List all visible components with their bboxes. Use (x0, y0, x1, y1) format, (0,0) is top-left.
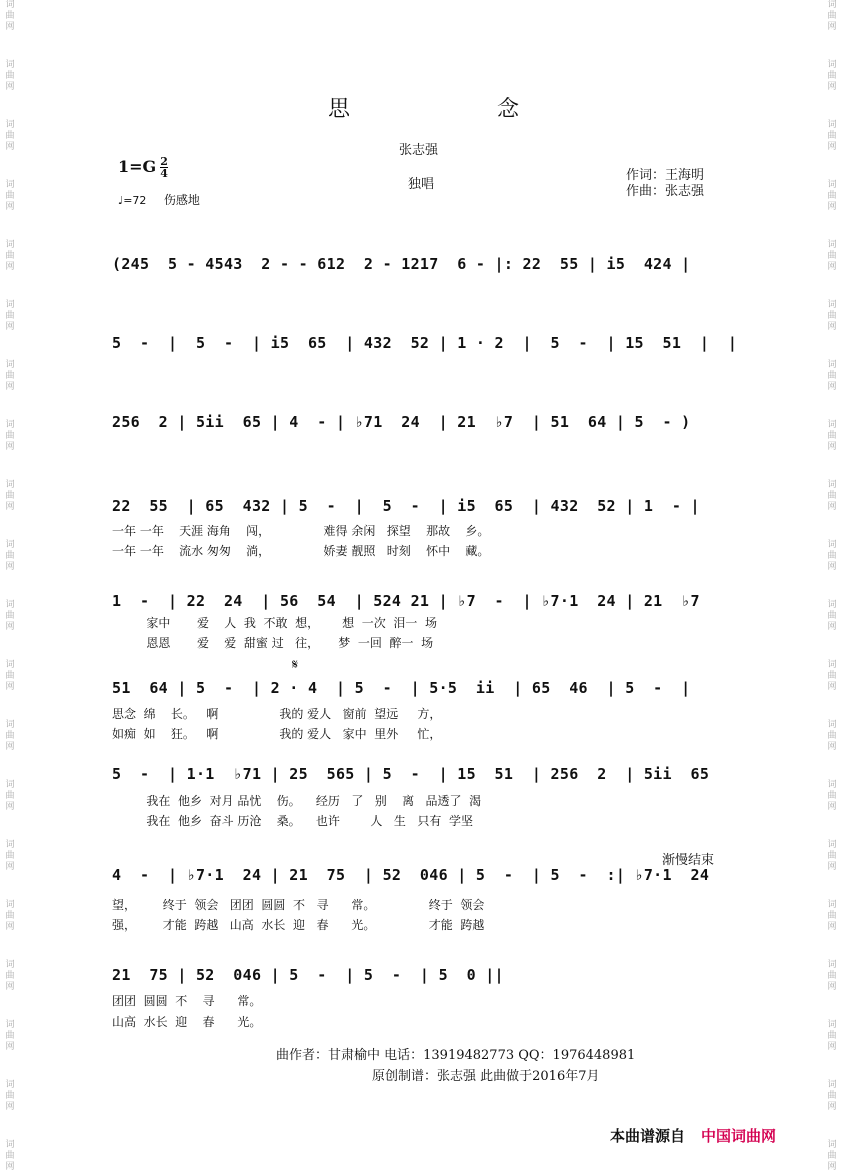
watermark-text: 词 曲 网 (5, 660, 15, 692)
source-brand[interactable]: 中国词曲网 (701, 1127, 777, 1145)
composer: 作曲：张志强 (626, 184, 705, 199)
lyric-row-4a: 我在 他乡 对月 品忧 伤。 经历 了 别 离 品透了 渴 (112, 794, 482, 808)
watermark-text: 词 曲 网 (5, 540, 15, 572)
watermark-text: 词 曲 网 (827, 240, 837, 272)
watermark-text: 词 曲 网 (5, 480, 15, 512)
watermark-text: 词 曲 网 (827, 720, 837, 752)
lyric-row-1b: 一年 一年 流水 匆匆 淌， 娇妻 靓照 时刻 怀中 藏。 (112, 544, 490, 558)
watermark-text: 词 曲 网 (827, 1080, 837, 1112)
score-row-3: 256 2 | 5ii 65 | 4 - | ♭71 24 | 21 ♭7 | 51 64 | 5 - ) (112, 413, 691, 431)
title-char-1: 思 (328, 97, 351, 122)
lyric-row-4b: 我在 他乡 奋斗 历沧 桑。 也许 人 生 只有 学坚 (112, 814, 473, 828)
lyric-row-5b: 强， 才能 跨越 山高 水长 迎 春 光。 才能 跨越 (112, 918, 485, 932)
time-signature (160, 156, 168, 179)
lyric-row-6a: 团团 圆圆 不 寻 常。 (112, 994, 262, 1008)
lyric-row-6b: 山高 水长 迎 春 光。 (112, 1015, 262, 1029)
song-title (0, 92, 842, 122)
watermark-text: 词 曲 网 (5, 780, 15, 812)
key-signature (118, 156, 168, 179)
score-row-8: 4 - | ♭7·1 24 | 21 75 | 52 046 | 5 - | 5 - :| ♭7·1 24 (112, 866, 710, 884)
watermark-text: 词 曲 网 (5, 180, 15, 212)
lyric-row-1a: 一年 一年 天涯 海角 闯， 难得 余闲 探望 那故 乡。 (112, 524, 490, 538)
watermark-text: 词 曲 网 (5, 420, 15, 452)
credit-line-2: 原创制谱：张志强 此曲做于2016年7月 (372, 1069, 600, 1084)
mood-text: 伤感地 (163, 193, 200, 207)
performance-type: 独唱 (408, 177, 435, 192)
watermark-text: 词 曲 网 (827, 900, 837, 932)
lyric-row-3a: 思念 绵 长。 啊 我的 爱人 窗前 望远 方， (112, 707, 442, 721)
score-row-4: 22 55 | 65 432 | 5 - | 5 - | i5 65 | 432 52 | 1 - | (112, 497, 700, 515)
key-text: 1=G (118, 157, 157, 176)
watermark-text: 词 曲 网 (5, 720, 15, 752)
watermark-left (3, 0, 17, 1171)
score-row-6: 51 64 | 5 - | 2 · 4 | 5 - | 5·5 ii | 65 46 | 5 - | (112, 679, 691, 697)
watermark-text: 词 曲 网 (827, 0, 837, 32)
watermark-text: 词 曲 网 (5, 240, 15, 272)
watermark-text: 词 曲 网 (827, 360, 837, 392)
score-row-5: 1 - | 22 24 | 56 54 | 524 21 | ♭7 - | ♭7·1 24 | 21 ♭7 (112, 592, 700, 610)
watermark-text: 词 曲 网 (827, 960, 837, 992)
source-footer (610, 1125, 776, 1146)
tempo-text: ♩=72 (118, 194, 147, 207)
lyric-row-5a: 望， 终于 领会 团团 圆圆 不 寻 常。 终于 领会 (112, 898, 485, 912)
lyric-row-3b: 如痴 如 狂。 啊 我的 爱人 家中 里外 忙， (112, 727, 442, 741)
fine-label: 渐慢结束 (662, 853, 715, 868)
lyric-row-2a: 家中 爱 人 我 不敢 想， 想 一次 泪一 场 (112, 616, 437, 630)
watermark-text: 词 曲 网 (827, 840, 837, 872)
lyricist: 作词：王海明 (626, 168, 705, 183)
watermark-text: 词 曲 网 (827, 1140, 837, 1171)
watermark-text: 词 曲 网 (5, 960, 15, 992)
watermark-text: 词 曲 网 (5, 1080, 15, 1112)
watermark-text: 词 曲 网 (827, 660, 837, 692)
source-label: 本曲谱源自 (610, 1127, 686, 1145)
title-char-2: 念 (497, 97, 520, 122)
score-row-9: 21 75 | 52 046 | 5 - | 5 - | 5 0 || (112, 966, 504, 984)
watermark-text: 词 曲 网 (5, 600, 15, 632)
score-row-2: 5 - | 5 - | i5 65 | 432 52 | 1 · 2 | 5 - | 15 51 | | (112, 334, 738, 352)
watermark-text: 词 曲 网 (5, 300, 15, 332)
watermark-text: 词 曲 网 (5, 0, 15, 32)
meter-bottom: 4 (160, 167, 168, 180)
watermark-text: 词 曲 网 (5, 360, 15, 392)
watermark-text: 词 曲 网 (827, 60, 837, 92)
watermark-text: 词 曲 网 (5, 120, 15, 152)
watermark-text: 词 曲 网 (5, 1140, 15, 1171)
watermark-text: 词 曲 网 (827, 780, 837, 812)
watermark-text: 词 曲 网 (827, 300, 837, 332)
composer-top: 张志强 (399, 143, 439, 158)
credit-line-1: 曲作者：甘肃榆中 电话：13919482773 QQ：1976448981 (276, 1048, 636, 1063)
score-row-7: 5 - | 1·1 ♭71 | 25 565 | 5 - | 15 51 | 256 2 | 5ii 65 (112, 765, 710, 783)
watermark-text: 词 曲 网 (827, 180, 837, 212)
watermark-text: 词 曲 网 (827, 420, 837, 452)
watermark-text: 词 曲 网 (827, 540, 837, 572)
segno-sign: 𝄋 (292, 657, 299, 673)
watermark-text: 词 曲 网 (5, 900, 15, 932)
lyric-row-2b: 恩恩 爱 爱 甜蜜 过 往， 梦 一回 醉一 场 (112, 636, 434, 650)
watermark-text: 词 曲 网 (827, 480, 837, 512)
watermark-right (825, 0, 839, 1171)
watermark-text: 词 曲 网 (827, 1020, 837, 1052)
watermark-text: 词 曲 网 (827, 120, 837, 152)
score-row-1: (245 5 - 4543 2 - - 612 2 - 1217 6 - |: 22 55 | i5 424 | (112, 255, 691, 273)
watermark-text: 词 曲 网 (827, 600, 837, 632)
tempo-mark (118, 191, 200, 208)
watermark-text: 词 曲 网 (5, 840, 15, 872)
watermark-text: 词 曲 网 (5, 60, 15, 92)
meter-top: 2 (160, 155, 168, 168)
watermark-text: 词 曲 网 (5, 1020, 15, 1052)
